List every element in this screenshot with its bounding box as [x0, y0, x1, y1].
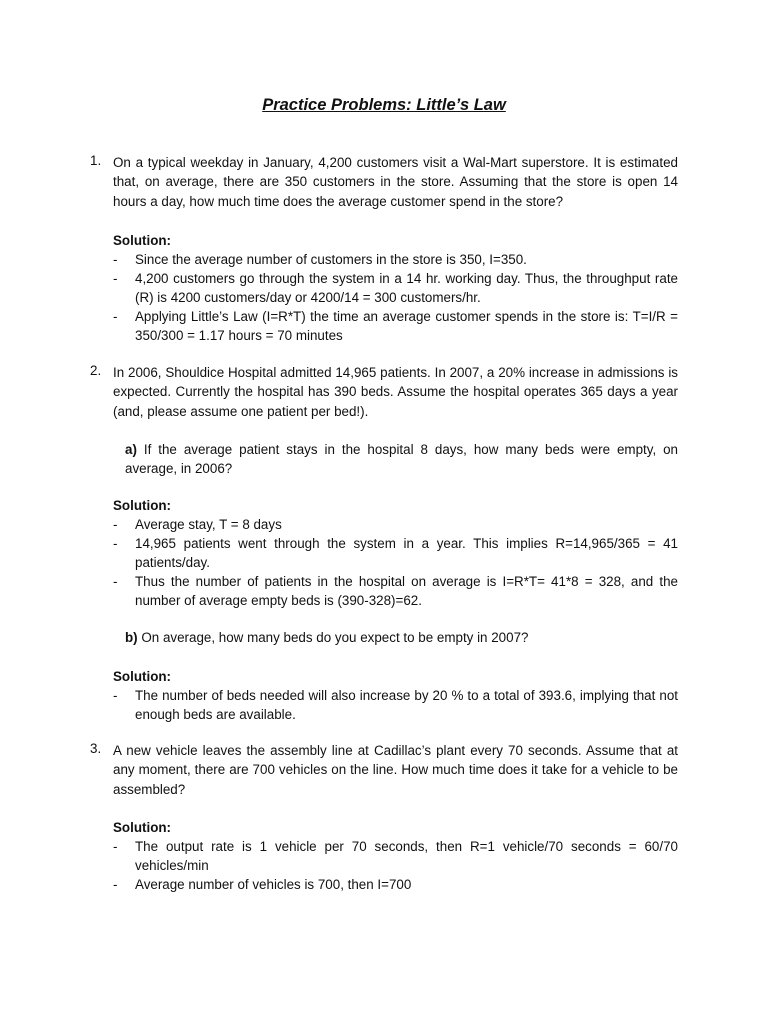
problem-number: 1.: [90, 153, 102, 168]
bullet-dash: -: [113, 574, 118, 589]
problem-text: A new vehicle leaves the assembly line at Cadillac’s plant every 70 seconds. Assume that at any moment, there are 700 vehicles on the line. How much time does it take for a vehicle to be assembled?: [113, 743, 678, 797]
bullet-dash: -: [113, 517, 118, 532]
sub-question-label: b): [125, 630, 138, 645]
bullet-text: The output rate is 1 vehicle per 70 seconds, then R=1 vehicle/70 seconds = 60/70 vehicles/min: [135, 839, 678, 873]
bullet-dash: -: [113, 271, 118, 286]
sub-question-b: [125, 628, 678, 647]
bullet-text: Average number of vehicles is 700, then I=700: [135, 877, 412, 892]
problem-text: In 2006, Shouldice Hospital admitted 14,965 patients. In 2007, a 20% increase in admissions is expected. Currently the hospital has 390 beds. Assume the hospital operates 365 days a year (and, please assume one patient per bed!).: [113, 365, 678, 419]
bullet-text: 4,200 customers go through the system in a 14 hr. working day. Thus, the throughput rate (R) is 4200 customers/day or 4200/14 = 300 customers/hr.: [135, 271, 678, 305]
problem-text: On a typical weekday in January, 4,200 customers visit a Wal-Mart superstore. It is estimated that, on average, there are 350 customers in the store. Assuming that the store is open 14 hours a day, how much time does the average customer spend in the store?: [113, 155, 678, 209]
page-title: Practice Problems: Little’s Law: [262, 96, 506, 114]
bullet-dash: -: [113, 877, 118, 892]
sub-question-text: On average, how many beds do you expect to be empty in 2007?: [141, 630, 529, 645]
bullet-text: Average stay, T = 8 days: [135, 517, 282, 532]
bullet-dash: -: [113, 252, 118, 267]
bullet-dash: -: [113, 688, 118, 703]
bullet-dash: -: [113, 839, 118, 854]
bullet-dash: -: [113, 536, 118, 551]
sub-question-a: [125, 440, 678, 479]
bullet-text: 14,965 patients went through the system in a year. This implies R=14,965/365 = 41 patients/day.: [135, 536, 678, 570]
solution-label: Solution:: [113, 498, 172, 513]
solution-label: Solution:: [113, 820, 172, 835]
bullet-text: Applying Little’s Law (I=R*T) the time an average customer spends in the store is: T=I/R = 350/300 = 1.17 hours = 70 minutes: [135, 309, 678, 343]
bullet-text: Thus the number of patients in the hospital on average is I=R*T= 41*8 = 328, and the number of average empty beds is (390-328)=62.: [135, 574, 678, 608]
sub-question-text: If the average patient stays in the hospital 8 days, how many beds were empty, on average, in 2006?: [125, 442, 678, 477]
bullet-text: The number of beds needed will also increase by 20 % to a total of 393.6, implying that not enough beds are available.: [135, 688, 678, 722]
solution-label: Solution:: [113, 233, 172, 248]
problem-number: 3.: [90, 741, 102, 756]
problem-number: 2.: [90, 363, 102, 378]
bullet-dash: -: [113, 309, 118, 324]
sub-question-label: a): [125, 442, 137, 457]
bullet-text: Since the average number of customers in the store is 350, I=350.: [135, 252, 527, 267]
solution-label: Solution:: [113, 669, 172, 684]
